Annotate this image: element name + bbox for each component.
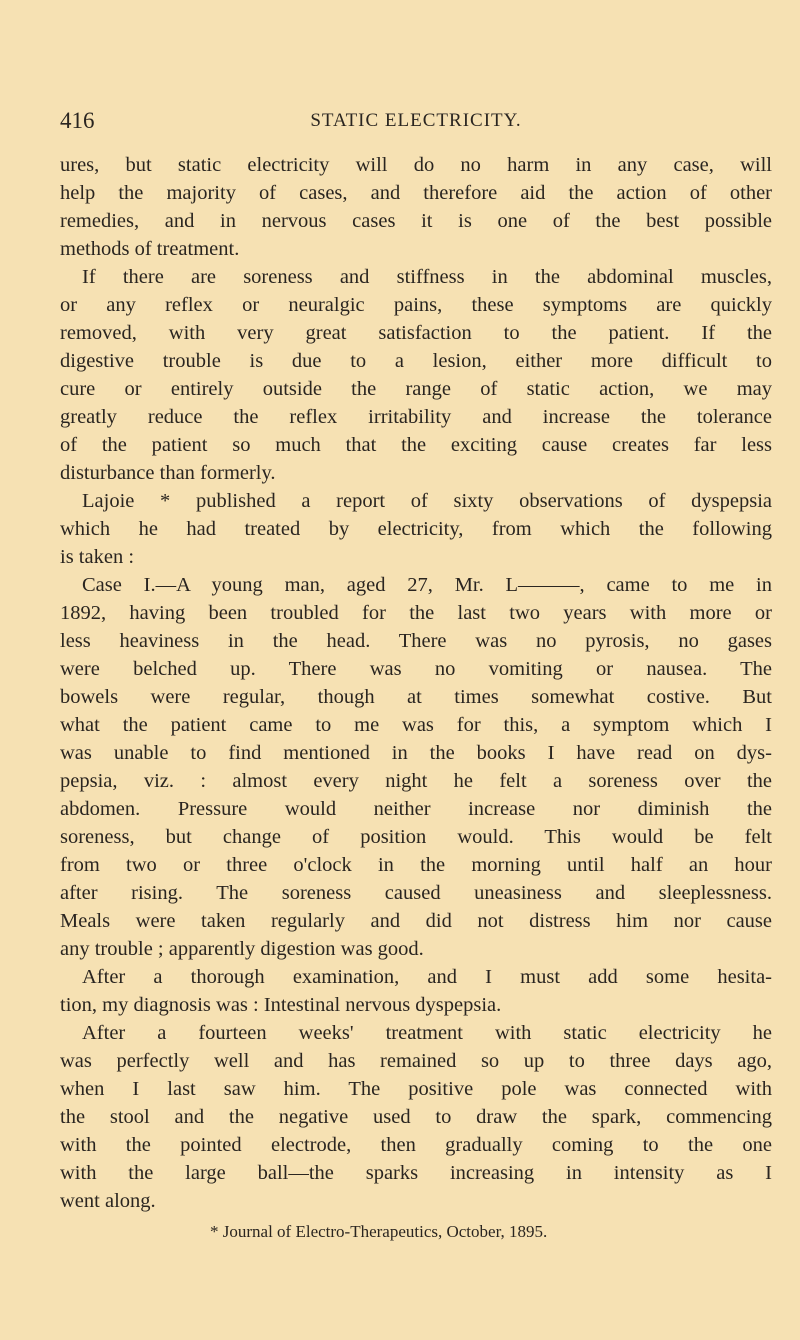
text-line: Lajoie * published a report of sixty observations of dyspepsia (82, 490, 772, 512)
body-text (60, 151, 772, 1215)
text-line: were belched up. There was no vomiting or nausea. The (60, 658, 772, 680)
text-line: of the patient so much that the exciting cause creates far less (60, 434, 772, 456)
text-line: with the large ball—the sparks increasing in intensity as I (60, 1162, 772, 1184)
text-line: is taken : (60, 546, 135, 568)
text-line: digestive trouble is due to a lesion, either more difficult to (60, 350, 772, 372)
text-line: After a thorough examination, and I must add some hesita- (82, 966, 772, 988)
text-line: less heaviness in the head. There was no pyrosis, no gases (60, 630, 772, 652)
text-line: which he had treated by electricity, from which the following (60, 518, 772, 540)
text-line: when I last saw him. The positive pole was connected with (60, 1078, 772, 1100)
running-title: STATIC ELECTRICITY. (310, 110, 522, 131)
page-number: 416 (60, 108, 95, 133)
text-line: any trouble ; apparently digestion was good. (60, 938, 424, 960)
text-line: or any reflex or neuralgic pains, these symptoms are quickly (60, 294, 772, 316)
text-line: 1892, having been troubled for the last two years with more or (60, 602, 772, 624)
text-line: methods of treatment. (60, 238, 240, 260)
text-line: soreness, but change of position would. This would be felt (60, 826, 772, 848)
text-line: pepsia, viz. : almost every night he felt a soreness over the (60, 770, 772, 792)
text-line: abdomen. Pressure would neither increase nor diminish the (60, 798, 772, 820)
text-line: what the patient came to me was for this, a symptom which I (60, 714, 772, 736)
text-line: tion, my diagnosis was : Intestinal nervous dyspepsia. (60, 994, 502, 1016)
text-line: Meals were taken regularly and did not distress him nor cause (60, 910, 772, 932)
footnote: * Journal of Electro-Therapeutics, October, 1895. (210, 1222, 548, 1241)
text-line: from two or three o'clock in the morning until half an hour (60, 854, 772, 876)
text-line: the stool and the negative used to draw the spark, commencing (60, 1106, 772, 1128)
text-line: after rising. The soreness caused uneasiness and sleeplessness. (60, 882, 772, 904)
text-line: After a fourteen weeks' treatment with static electricity he (82, 1022, 772, 1044)
text-line: remedies, and in nervous cases it is one of the best possible (60, 210, 772, 232)
text-line: went along. (60, 1190, 156, 1212)
text-line: cure or entirely outside the range of static action, we may (60, 378, 772, 400)
running-header (60, 108, 772, 140)
text-line: was perfectly well and has remained so up to three days ago, (60, 1050, 772, 1072)
text-line: was unable to find mentioned in the books I have read on dys- (60, 742, 772, 764)
text-line: disturbance than formerly. (60, 462, 276, 484)
text-line: Case I.—A young man, aged 27, Mr. L———, came to me in (82, 574, 772, 596)
text-line: help the majority of cases, and therefore aid the action of other (60, 182, 772, 204)
text-line: ures, but static electricity will do no harm in any case, will (60, 154, 772, 176)
text-line: with the pointed electrode, then gradually coming to the one (60, 1134, 772, 1156)
text-line: greatly reduce the reflex irritability and increase the tolerance (60, 406, 772, 428)
text-line: If there are soreness and stiffness in the abdominal muscles, (82, 266, 772, 288)
text-line: removed, with very great satisfaction to the patient. If the (60, 322, 772, 344)
text-line: bowels were regular, though at times somewhat costive. But (60, 686, 772, 708)
